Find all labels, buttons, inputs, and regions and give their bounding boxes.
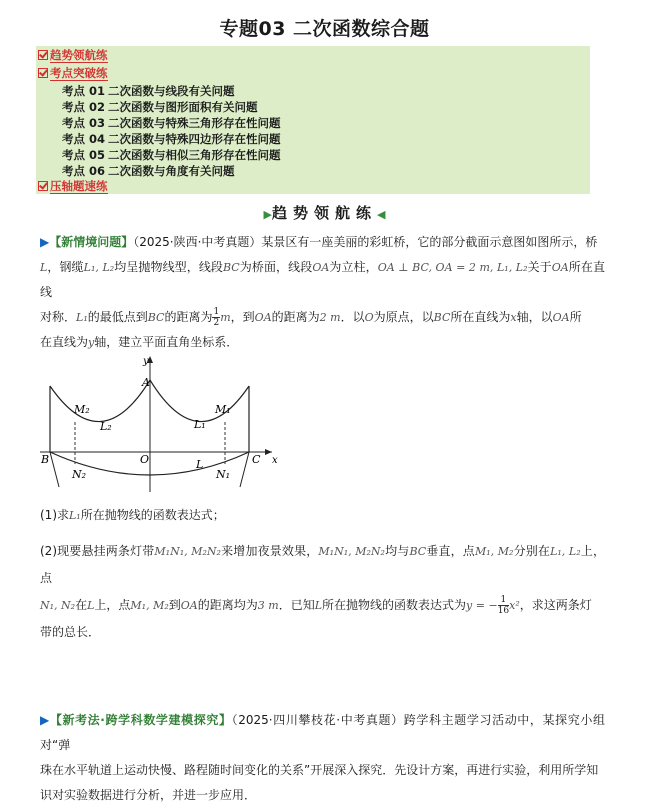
fraction-one-sixteenth: $\frac{1}{16}$ <box>497 595 510 616</box>
label-y: y <box>143 356 149 367</box>
label-l2: L₂ <box>100 420 112 433</box>
cable-l1 <box>150 380 249 422</box>
left-base <box>50 452 59 487</box>
bridge-figure <box>36 352 296 497</box>
problem-badge: ▶【新考法·跨学科数学建模探究】 <box>40 713 232 727</box>
toc-item[interactable]: 考点 05 二次函数与相似三角形存在性问题 <box>62 148 281 162</box>
problem-2-text: ▶【新考法·跨学科数学建模探究】（2025·四川攀枝花·中考真题）跨学科主题学习活动中，某探究小组对“弹 珠在水平轨道上运动快慢、路程随时间变化的关系”开展深入探究．先设计方案，再进行实验，利用所学知 识对实验数据进行分析，并进一步应用． <box>40 713 605 802</box>
problem-1-text: ▶【新情境问题】（2025·陕西·中考真题）某景区有一座美丽的彩虹桥，它的部分截面示意图如图所示，桥 L，钢缆L₁, L₂均呈抛物线型，线段BC为桥面，线段OA为立柱，OA ⊥ BC, OA = 2 m, L₁, L₂关于OA所在直线 对称．L₁的最低点到BC的距离为 $\frac{1}{2}$ m，到OA的距离为2 m．以O为原点，以BC所在直线为x轴，以OA所 在直线为y轴，建立平面直角坐标系． <box>40 235 605 349</box>
cable-l2 <box>50 380 150 422</box>
x-axis-arrow <box>265 449 272 455</box>
right-base <box>240 452 249 487</box>
checkbox-icon <box>38 50 48 60</box>
label-o: O <box>140 453 150 466</box>
table-of-contents <box>36 46 590 194</box>
toc-section-final[interactable]: 压轴题速练 <box>38 179 108 193</box>
triangle-right-icon: ▶ <box>40 713 50 727</box>
toc-item[interactable]: 考点 06 二次函数与角度有关问题 <box>62 164 235 178</box>
page-title: 专题03 二次函数综合题 <box>219 18 430 40</box>
label-b: B <box>41 453 50 466</box>
toc-item[interactable]: 考点 02 二次函数与图形面积有关问题 <box>62 100 258 114</box>
label-c: C <box>252 453 261 466</box>
label-m1: M₁ <box>215 403 231 416</box>
question-1: (1)求L₁所在抛物线的函数表达式； <box>40 508 225 522</box>
problem-badge: ▶【新情境问题】 <box>40 235 134 249</box>
toc-section-breakthrough[interactable]: 考点突破练 <box>38 66 108 80</box>
toc-item[interactable]: 考点 04 二次函数与特殊四边形存在性问题 <box>62 132 281 146</box>
label-l1: L₁ <box>194 418 206 431</box>
label-x: x <box>272 455 278 466</box>
label-n2: N₂ <box>72 468 87 481</box>
label-m2: M₂ <box>74 403 90 416</box>
triangle-left-icon: ◀ <box>377 208 386 221</box>
toc-section-trend[interactable]: 趋势领航练 <box>38 48 108 62</box>
fraction-one-half: $\frac{1}{2}$ <box>213 307 220 328</box>
checkbox-icon <box>38 68 48 78</box>
question-2: (2)现要悬挂两条灯带M₁N₁, M₂N₂来增加夜景效果，M₁N₁, M₂N₂均与BC垂直，点M₁, M₂分别在L₁, L₂上，点 N₁, N₂在L上，点M₁, M₂到OA的距离均为3 m．已知L所在抛物线的函数表达式为y = − $\frac{1}{16}$ x²，求这两条灯 带的总长． <box>40 544 605 639</box>
label-l: L <box>196 458 204 471</box>
section-heading: ▶趋势领航练◀ <box>263 204 386 222</box>
triangle-right-icon: ▶ <box>263 208 272 221</box>
label-n1: N₁ <box>216 468 231 481</box>
triangle-right-icon: ▶ <box>40 235 50 249</box>
toc-item[interactable]: 考点 01 二次函数与线段有关问题 <box>62 84 235 98</box>
toc-item[interactable]: 考点 03 二次函数与特殊三角形存在性问题 <box>62 116 281 130</box>
checkbox-icon <box>38 181 48 191</box>
label-a: A <box>142 376 150 389</box>
